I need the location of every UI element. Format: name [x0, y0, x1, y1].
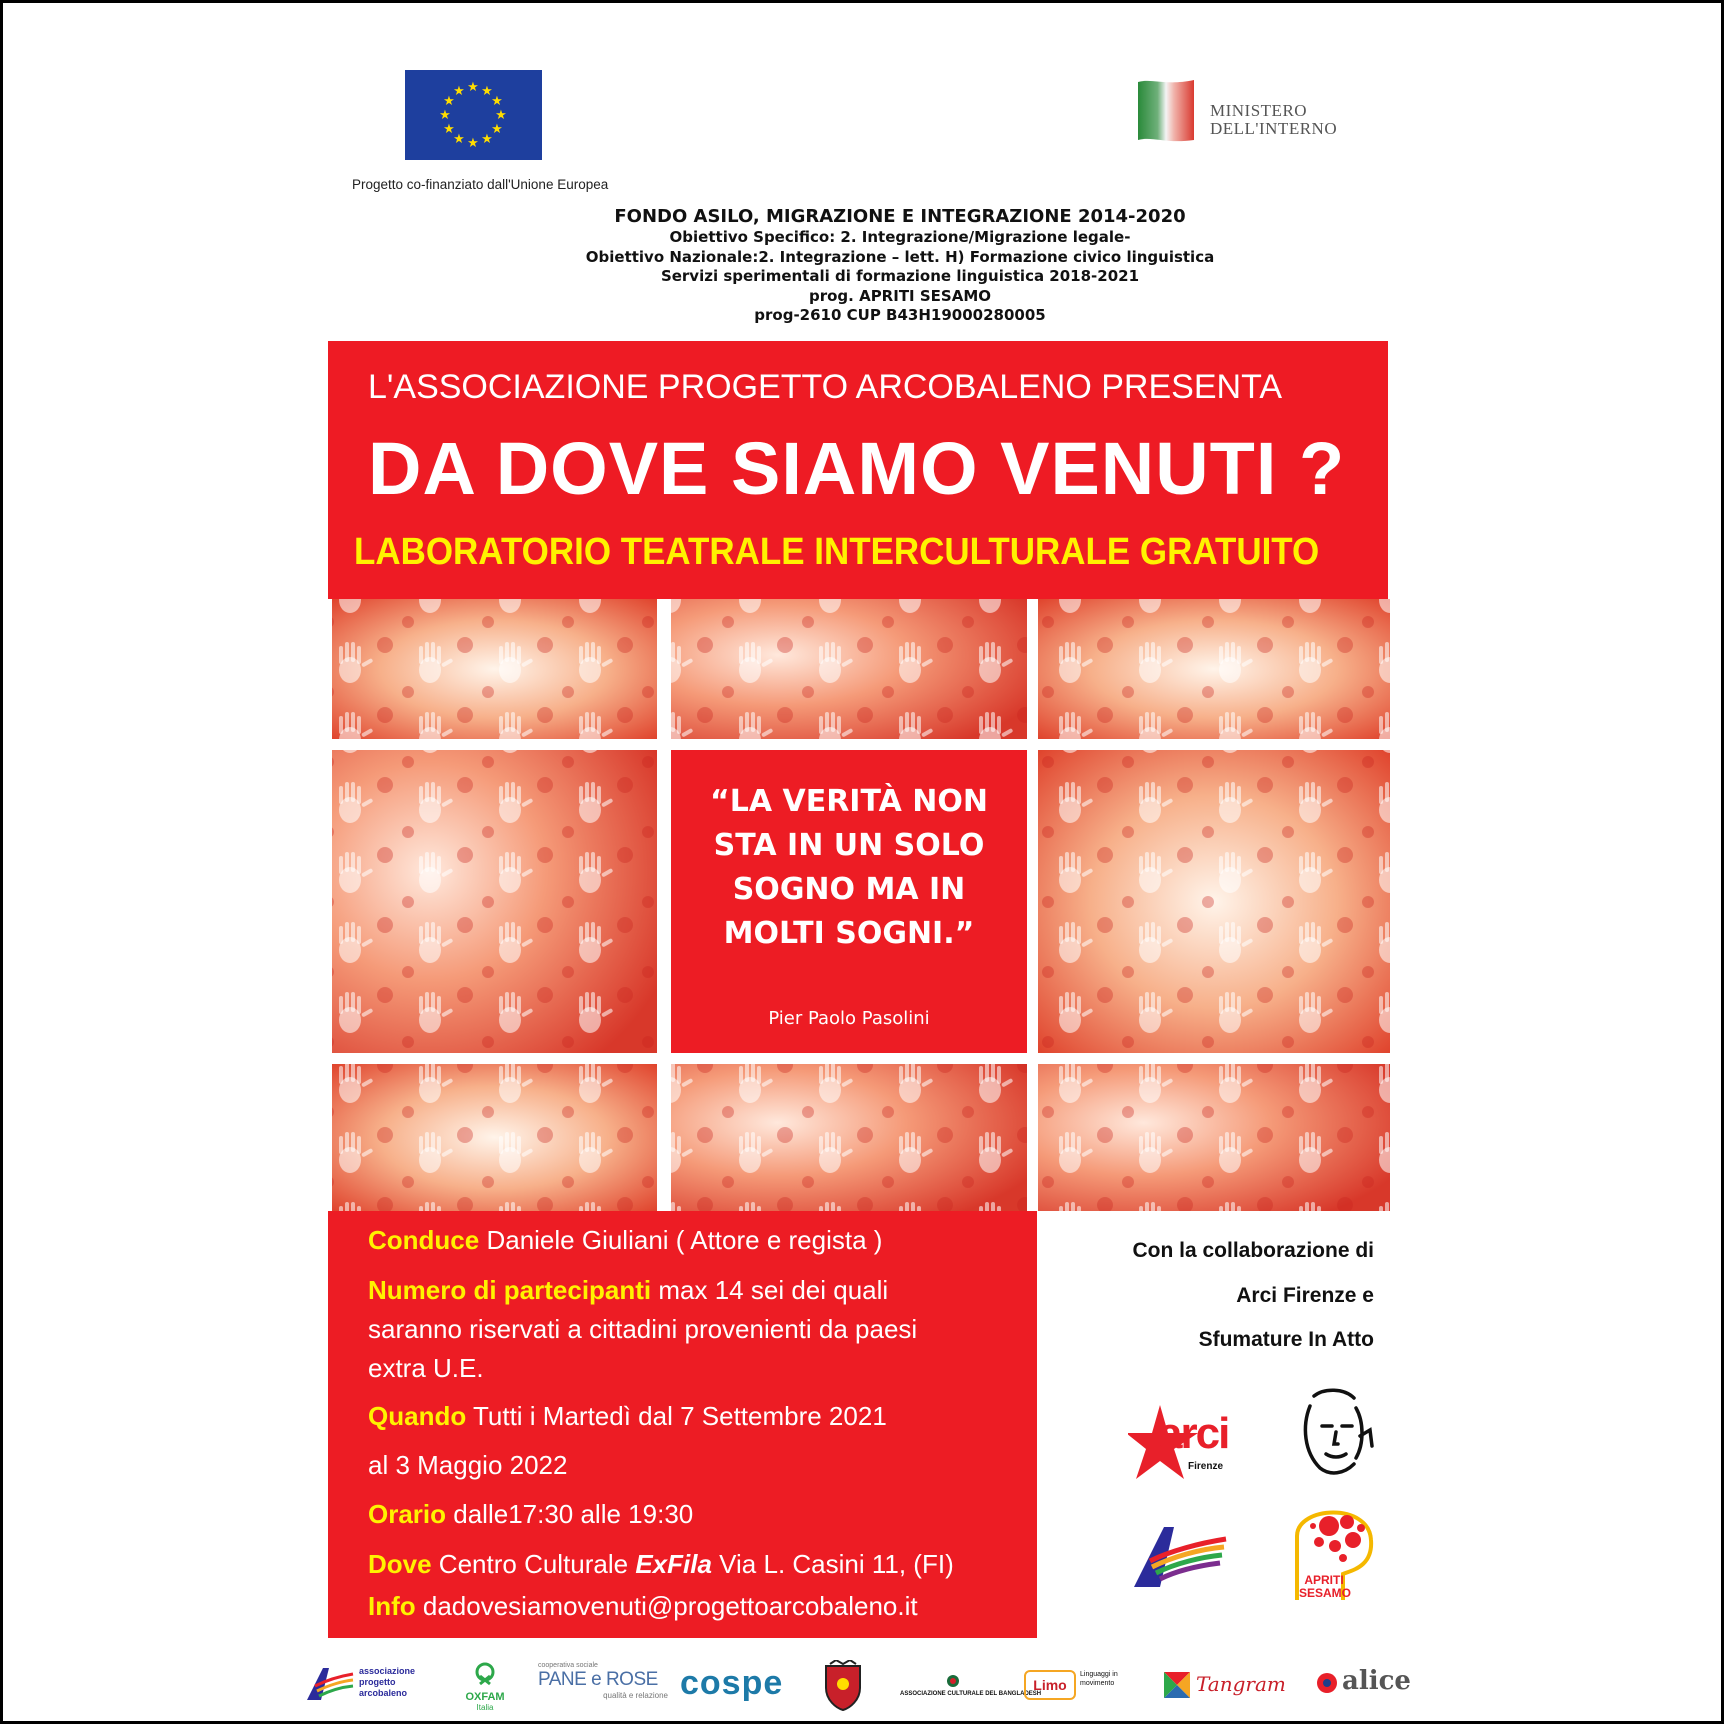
oxfam-sub: Italia: [476, 1703, 494, 1712]
alice-text: alice: [1342, 1666, 1411, 1696]
svg-text:★: ★: [491, 93, 503, 108]
svg-text:★: ★: [481, 83, 493, 98]
conduce-label: Conduce: [368, 1225, 480, 1255]
limo-text: Limo: [1024, 1670, 1076, 1700]
arci-firenze-logo: [1128, 1403, 1238, 1483]
fund-line-2: Obiettivo Specifico: 2. Integrazione/Migrazione legale-: [669, 228, 1131, 246]
tile-row-3: [332, 1064, 1390, 1211]
quote-line-1: “LA VERITÀ NON: [710, 784, 988, 819]
quando-label: Quando: [368, 1401, 467, 1431]
quote-line-2: STA IN UN SOLO: [713, 828, 985, 863]
apriti-sesamo-text: [1299, 1573, 1352, 1600]
info-numero-line-2: saranno riservati a cittadini provenienti da paesi: [368, 1314, 918, 1344]
dove-venue: ExFila: [635, 1549, 712, 1579]
bangladesh-text: ASSOCIAZIONE CULTURALE DEL BANGLADESH: [900, 1691, 1042, 1697]
info-contact: [368, 1591, 918, 1622]
dove-label: Dove: [368, 1549, 432, 1579]
svg-text:★: ★: [453, 83, 465, 98]
quote-box: [671, 750, 1027, 1053]
quote-text: [671, 780, 1027, 956]
footer-arcobaleno-3: arcobaleno: [359, 1688, 408, 1698]
fund-line-3: Obiettivo Nazionale:2. Integrazione – lett. H) Formazione civico linguistica: [585, 247, 1215, 266]
collab-line-2: Arci Firenze e: [1236, 1284, 1374, 1307]
svg-text:★: ★: [467, 79, 479, 94]
info-label: Info: [368, 1591, 416, 1621]
svg-text:★: ★: [453, 131, 465, 146]
footer-panerose-logo: [538, 1662, 668, 1706]
fund-line-6: prog-2610 CUP B43H19000280005: [754, 306, 1046, 324]
collab-line-1: Con la collaborazione di: [1132, 1239, 1374, 1262]
info-quando-line-2: al 3 Maggio 2022: [368, 1450, 568, 1480]
dove-value-1: Centro Culturale: [431, 1549, 636, 1579]
quote-author: Pier Paolo Pasolini: [768, 1008, 930, 1029]
svg-text:★: ★: [495, 107, 507, 122]
info-dove: [368, 1549, 954, 1580]
tile-row-1: [332, 599, 1390, 739]
info-quando: [368, 1401, 887, 1432]
info-numero: [368, 1275, 888, 1306]
event-title: DA DOVE SIAMO VENUTI ?: [368, 427, 1346, 510]
numero-label: Numero di partecipanti: [368, 1275, 652, 1305]
svg-text:★: ★: [481, 131, 493, 146]
arci-wordmark: arci: [1158, 1409, 1229, 1458]
apriti-sesamo-logo: [1283, 1496, 1383, 1606]
quando-value: Tutti i Martedì dal 7 Settembre 2021: [466, 1401, 887, 1431]
footer-cospe-logo: cospe: [680, 1664, 784, 1702]
info-numero-line-3: extra U.E.: [368, 1353, 484, 1383]
fund-line-5: prog. APRITI SESAMO: [808, 286, 991, 305]
sesamo-word: SESAMO: [1299, 1586, 1352, 1600]
footer-alice-logo: [1316, 1666, 1411, 1704]
info-email[interactable]: dadovesiamovenuti@progettoarcobaleno.it: [415, 1591, 918, 1621]
info-conduce: [368, 1225, 882, 1256]
footer-arcobaleno-1: associazione: [359, 1666, 416, 1676]
oxfam-text: OXFAM: [465, 1691, 505, 1703]
dove-value-2: Via L. Casini 11, (FI): [711, 1549, 954, 1579]
footer-bangladesh-logo: [900, 1674, 1042, 1708]
svg-text:★: ★: [443, 93, 455, 108]
footer-arcobaleno-2: progetto: [359, 1677, 396, 1687]
footer-limo-logo: [1024, 1664, 1124, 1704]
svg-text:★: ★: [467, 135, 479, 150]
apriti-word: APRITI: [1304, 1573, 1344, 1587]
quote-line-3: SOGNO MA IN: [732, 872, 966, 907]
panerose-sub: qualità e relazione: [603, 1691, 668, 1700]
conduce-value: Daniele Giuliani ( Attore e regista ): [479, 1225, 883, 1255]
presenter-line: L'ASSOCIAZIONE PROGETTO ARCOBALENO PRESENTA: [368, 368, 1282, 406]
ministry-line-2: DELL'INTERNO: [1210, 119, 1338, 138]
numero-value: max 14 sei dei quali: [651, 1275, 889, 1305]
eu-cofinance-caption: Progetto co-finanziato dall'Unione Europea: [352, 177, 609, 192]
orario-value: dalle17:30 alle 19:30: [446, 1499, 694, 1529]
footer-tangram-logo: [1162, 1668, 1292, 1702]
svg-text:★: ★: [439, 107, 451, 122]
fund-line-4: Servizi sperimentali di formazione linguistica 2018-2021: [660, 267, 1140, 285]
event-subtitle: LABORATORIO TEATRALE INTERCULTURALE GRATUITO: [354, 531, 1320, 573]
fund-title: FONDO ASILO, MIGRAZIONE E INTEGRAZIONE 2014-2020: [614, 206, 1186, 227]
footer-arcobaleno-logo: [305, 1662, 425, 1708]
arci-sub: Firenze: [1188, 1461, 1224, 1472]
orario-label: Orario: [368, 1499, 447, 1529]
footer-coat-of-arms-logo: [820, 1660, 866, 1712]
collab-line-3: Sfumature In Atto: [1198, 1328, 1374, 1351]
progetto-arcobaleno-logo: [1130, 1521, 1230, 1591]
svg-text:★: ★: [443, 121, 455, 136]
svg-text:★: ★: [491, 121, 503, 136]
limo-desc: Linguaggi in movimento: [1080, 1671, 1118, 1687]
panerose-top: cooperativa sociale: [538, 1662, 598, 1669]
ministry-line-1: MINISTERO: [1210, 101, 1308, 120]
sfumature-face-logo: [1290, 1386, 1376, 1480]
quote-line-4: MOLTI SOGNI.”: [723, 916, 975, 951]
panerose-text: PANE e ROSE: [538, 1669, 658, 1690]
info-orario: [368, 1499, 693, 1530]
tangram-text: Tangram: [1196, 1672, 1286, 1696]
footer-oxfam-logo: [455, 1662, 515, 1710]
